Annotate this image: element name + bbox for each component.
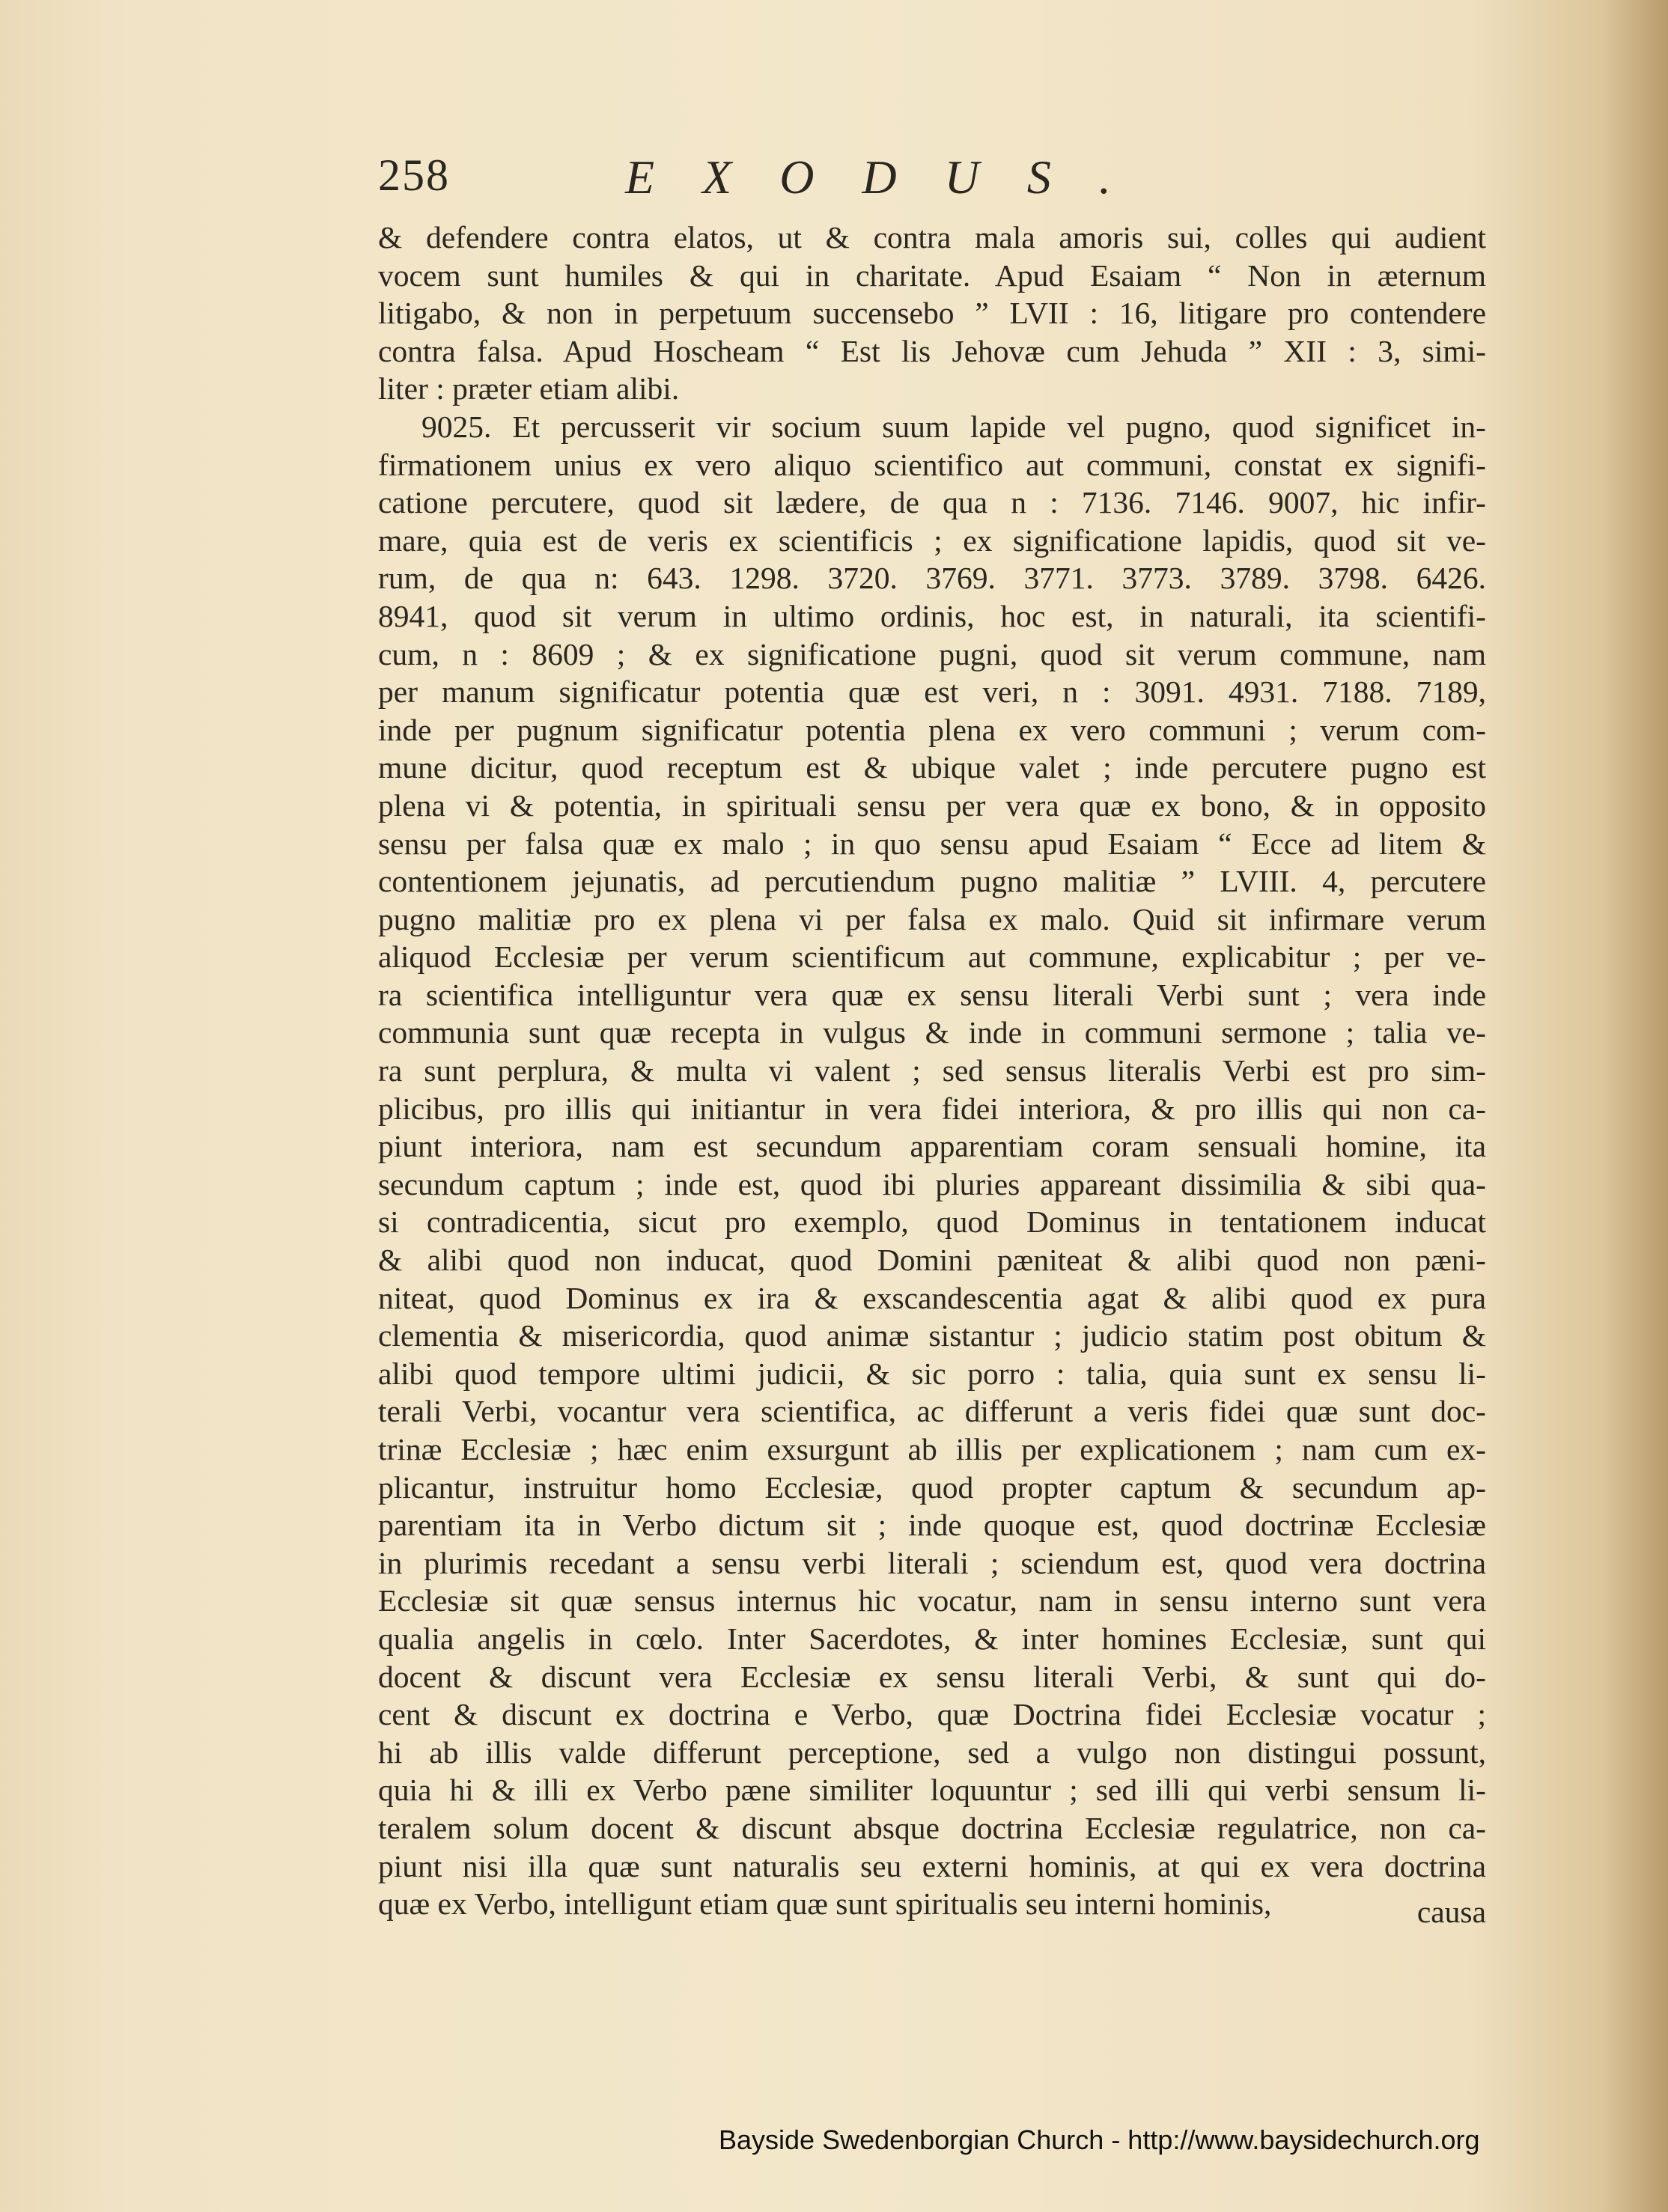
page-number: 258 <box>378 150 450 200</box>
text-line: ra sunt perplura, & multa vi valent ; sed sensus literalis Verbi est pro sim- <box>378 1053 1486 1088</box>
text-line: communia sunt quæ recepta in vulgus & inde in communi sermone ; talia ve- <box>378 1015 1486 1050</box>
page-header <box>378 150 1486 210</box>
text-line: si contradicentia, sicut pro exemplo, quod Dominus in tentationem inducat <box>378 1204 1486 1240</box>
text-line: per manum significatur potentia quæ est veri, n : 3091. 4931. 7188. 7189, <box>378 674 1486 710</box>
text-line: teralem solum docent & discunt absque doctrina Ecclesiæ regulatrice, non ca- <box>378 1810 1486 1845</box>
text-line: cent & discunt ex doctrina e Verbo, quæ Doctrina fidei Ecclesiæ vocatur ; <box>378 1697 1486 1732</box>
text-line: 8941, quod sit verum in ultimo ordinis, hoc est, in naturali, ita scientifi- <box>378 598 1486 633</box>
text-line: rum, de qua n: 643. 1298. 3720. 3769. 3771. 3773. 3789. 3798. 6426. <box>378 561 1486 596</box>
text-line: cum, n : 8609 ; & ex significatione pugni, quod sit verum commune, nam <box>378 636 1486 671</box>
text-line: sensu per falsa quæ ex malo ; in quo sensu apud Esaiam “ Ecce ad litem & <box>378 826 1486 861</box>
text-line: quia hi & illi ex Verbo pæne similiter loquuntur ; sed illi qui verbi sensum li- <box>378 1773 1486 1808</box>
catchword: causa <box>1416 1895 1486 1929</box>
watermark-credit: Bayside Swedenborgian Church - http://www.baysidechurch.org <box>719 2124 1480 2155</box>
text-line: plena vi & potentia, in spirituali sensu per vera quæ ex bono, & in opposito <box>378 787 1486 823</box>
text-line: contra falsa. Apud Hoscheam “ Est lis Jehovæ cum Jehuda ” XII : 3, simi- <box>378 333 1486 368</box>
text-line: piunt nisi illa quæ sunt naturalis seu externi hominis, at qui ex vera doctrina <box>378 1848 1486 1883</box>
text-line: ra scientifica intelliguntur vera quæ ex sensu literali Verbi sunt ; vera inde <box>378 977 1486 1012</box>
text-line: mare, quia est de veris ex scientificis ; ex significatione lapidis, quod sit ve- <box>378 522 1486 558</box>
text-line: vocem sunt humiles & qui in charitate. Apud Esaiam “ Non in æternum <box>378 258 1486 293</box>
text-line: piunt interiora, nam est secundum apparentiam coram sensuali homine, ita <box>378 1129 1486 1164</box>
text-line: docent & discunt vera Ecclesiæ ex sensu literali Verbi, & sunt qui do- <box>378 1659 1486 1694</box>
text-line: liter : præter etiam alibi. <box>378 371 680 406</box>
text-line: 9025. Et percusserit vir socium suum lapide vel pugno, quod significet in- <box>421 409 1486 444</box>
text-line: plicantur, instruitur homo Ecclesiæ, quod propter captum & secundum ap- <box>378 1469 1486 1505</box>
text-line: clementia & misericordia, quod animæ sistantur ; judicio statim post obitum & <box>378 1318 1486 1353</box>
text-line: inde per pugnum significatur potentia plena ex vero communi ; verum com- <box>378 712 1486 747</box>
text-line: contentionem jejunatis, ad percutiendum pugno malitiæ ” LVIII. 4, percutere <box>378 864 1486 899</box>
text-line: & alibi quod non inducat, quod Domini pæniteat & alibi quod non pæni- <box>378 1243 1486 1278</box>
text-line: quæ ex Verbo, intelligunt etiam quæ sunt spiritualis seu interni hominis, <box>378 1886 1272 1922</box>
text-line: pugno malitiæ pro ex plena vi per falsa ex malo. Quid sit infirmare verum <box>378 901 1486 936</box>
text-line: mune dicitur, quod receptum est & ubique valet ; inde percutere pugno est <box>378 750 1486 785</box>
text-line: secundum captum ; inde est, quod ibi pluries appareant dissimilia & sibi qua- <box>378 1166 1486 1201</box>
text-line: & defendere contra elatos, ut & contra mala amoris sui, colles qui audient <box>378 220 1486 255</box>
text-line: qualia angelis in cœlo. Inter Sacerdotes, & inter homines Ecclesiæ, sunt qui <box>378 1621 1486 1656</box>
text-line: parentiam ita in Verbo dictum sit ; inde quoque est, quod doctrinæ Ecclesiæ <box>378 1508 1486 1543</box>
text-line: catione percutere, quod sit lædere, de qua n : 7136. 7146. 9007, hic infir- <box>378 485 1486 520</box>
text-line: Ecclesiæ sit quæ sensus internus hic vocatur, nam in sensu interno sunt vera <box>378 1583 1486 1618</box>
text-line: terali Verbi, vocantur vera scientifica, ac differunt a veris fidei quæ sunt doc- <box>378 1394 1486 1429</box>
text-line: niteat, quod Dominus ex ira & exscandescentia agat & alibi quod ex pura <box>378 1280 1486 1315</box>
text-line: aliquod Ecclesiæ per verum scientificum aut commune, explicabitur ; per ve- <box>378 939 1486 975</box>
text-line: firmationem unius ex vero aliquo scientifico aut communi, constat ex signifi- <box>378 447 1486 482</box>
text-line: plicibus, pro illis qui initiantur in vera fidei interiora, & pro illis qui non ca- <box>378 1091 1486 1126</box>
text-line: in plurimis recedant a sensu verbi literali ; sciendum est, quod vera doctrina <box>378 1545 1486 1580</box>
text-line: trinæ Ecclesiæ ; hæc enim exsurgunt ab illis per explicationem ; nam cum ex- <box>378 1432 1486 1466</box>
text-line: litigabo, & non in perpetuum succensebo ” LVII : 16, litigare pro contendere <box>378 296 1486 331</box>
text-line: alibi quod tempore ultimi judicii, & sic porro : talia, quia sunt ex sensu li- <box>378 1356 1486 1391</box>
running-title: EXODUS. <box>625 150 1159 204</box>
text-line: hi ab illis valde differunt perceptione, sed a vulgo non distingui possunt, <box>378 1734 1486 1770</box>
body-text <box>378 219 1486 1923</box>
